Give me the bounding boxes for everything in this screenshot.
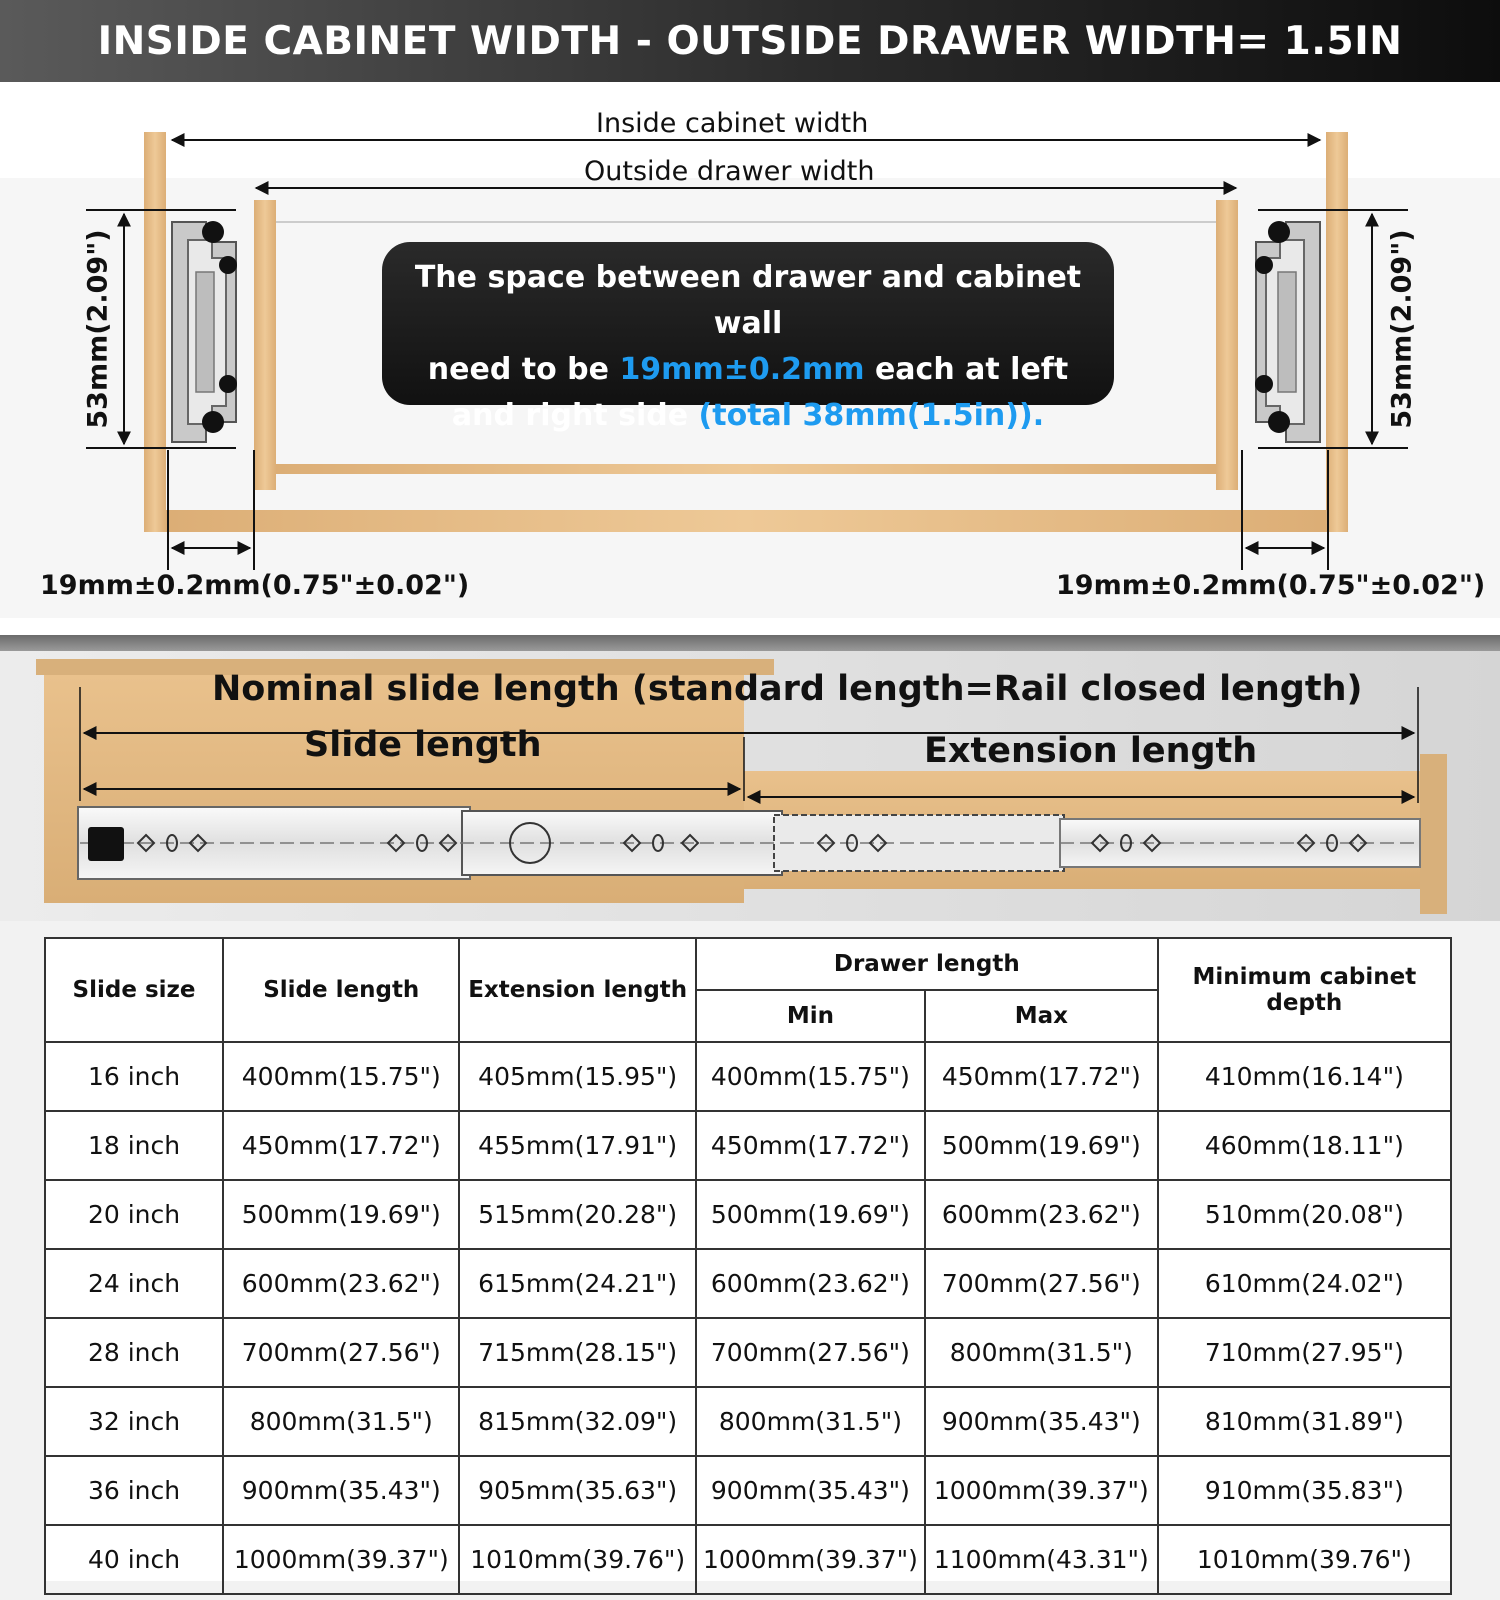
header-min-cabinet-depth: Minimum cabinet depth	[1158, 938, 1451, 1042]
header-slide-size: Slide size	[45, 938, 223, 1042]
drawer-front	[1420, 754, 1447, 914]
nominal-slide-length-label: Nominal slide length (standard length=Rail closed length)	[212, 669, 1363, 709]
slide-length-label: Slide length	[304, 725, 542, 765]
drawer-side-left	[254, 200, 276, 490]
header-extension-length: Extension length	[459, 938, 695, 1042]
gap-label-left: 19mm±0.2mm(0.75"±0.02")	[40, 570, 470, 601]
header-drawer-min: Min	[696, 990, 925, 1042]
slide-profile-left	[172, 221, 237, 442]
outside-drawer-width-label: Outside drawer width	[584, 156, 875, 187]
banner-title: INSIDE CABINET WIDTH - OUTSIDE DRAWER WIDTH= 1.5IN	[0, 0, 1500, 82]
cabinet-bottom	[166, 510, 1326, 532]
table-row: 24 inch 600mm(23.62") 615mm(24.21") 600mm(23.62") 700mm(27.56") 610mm(24.02")	[45, 1249, 1451, 1318]
table-row: 20 inch 500mm(19.69") 515mm(20.28") 500mm(19.69") 600mm(23.62") 510mm(20.08")	[45, 1180, 1451, 1249]
table-row: 28 inch 700mm(27.56") 715mm(28.15") 700mm(27.56") 800mm(31.5") 710mm(27.95")	[45, 1318, 1451, 1387]
callout-line-3: and right side (total 38mm(1.5in)).	[451, 398, 1045, 433]
table-row: 32 inch 800mm(31.5") 815mm(32.09") 800mm(31.5") 900mm(35.43") 810mm(31.89")	[45, 1387, 1451, 1456]
callout-line-2: need to be 19mm±0.2mm each at left	[427, 352, 1069, 387]
height-label-right: 53mm(2.09")	[1386, 229, 1418, 429]
gap-label-right: 19mm±0.2mm(0.75"±0.02")	[1056, 570, 1486, 601]
table-row: 18 inch 450mm(17.72") 455mm(17.91") 450mm(17.72") 500mm(19.69") 460mm(18.11")	[45, 1111, 1451, 1180]
rail-bracket	[88, 827, 124, 861]
slide-profile-right	[1255, 221, 1320, 442]
inside-cabinet-width-label: Inside cabinet width	[596, 108, 869, 139]
height-label-left: 53mm(2.09")	[82, 229, 114, 429]
header-drawer-length: Drawer length	[696, 938, 1158, 990]
spacing-callout	[382, 242, 1114, 433]
drawer-side-right	[1216, 200, 1238, 490]
table-row: 16 inch 400mm(15.75") 405mm(15.95") 400mm(15.75") 450mm(17.72") 410mm(16.14")	[45, 1042, 1451, 1111]
slide-size-table	[44, 937, 1452, 1581]
extension-length-label: Extension length	[924, 731, 1258, 771]
header-slide-length: Slide length	[223, 938, 459, 1042]
drawer-bottom	[276, 464, 1216, 474]
table-row: 36 inch 900mm(35.43") 905mm(35.63") 900mm(35.43") 1000mm(39.37") 910mm(35.83")	[45, 1456, 1451, 1525]
cabinet-wall-right	[1326, 132, 1348, 532]
callout-line-1: The space between drawer and cabinet wall	[414, 260, 1082, 341]
cabinet-wall-left	[144, 132, 166, 532]
cabinet-width-diagram	[0, 82, 1500, 635]
header-drawer-max: Max	[925, 990, 1158, 1042]
table-row: 40 inch 1000mm(39.37") 1010mm(39.76") 1000mm(39.37") 1100mm(43.31") 1010mm(39.76")	[45, 1525, 1451, 1594]
slide-length-diagram	[0, 651, 1500, 921]
